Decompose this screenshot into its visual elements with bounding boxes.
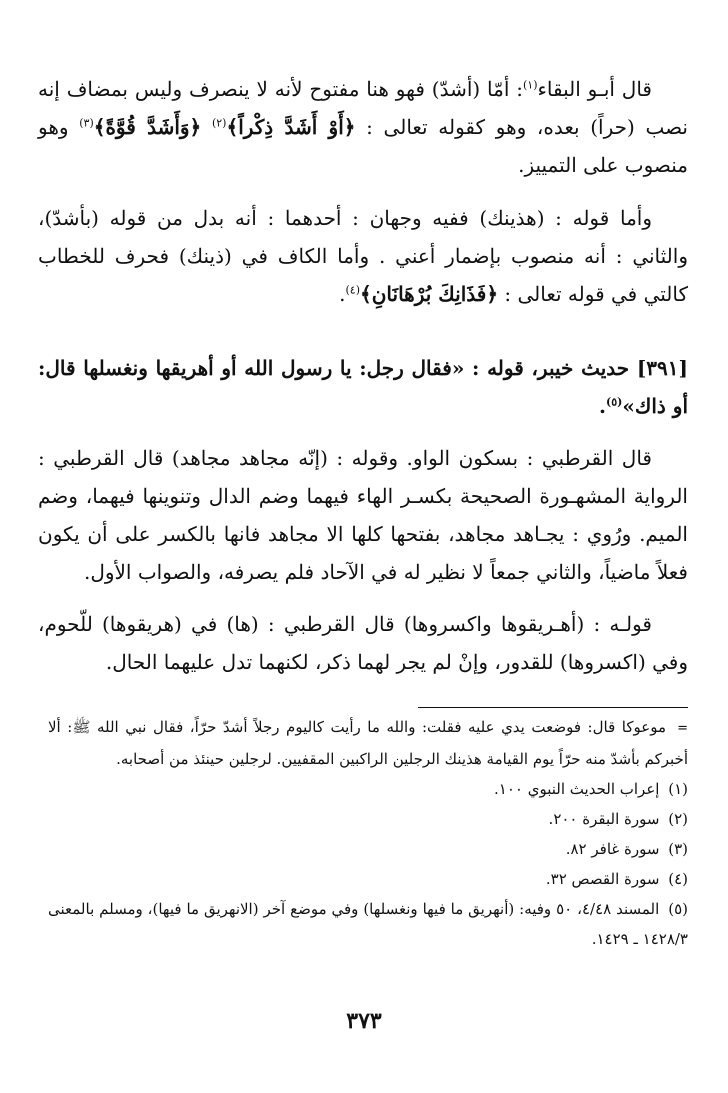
footnote-ref-5: (٥) <box>606 395 623 409</box>
footnote-text: إعراب الحديث النبوي ١٠٠. <box>494 780 660 798</box>
footnote-text: موعوكا قال: فوضعت يدي عليه فقلت: والله ما رأيت كاليوم رجلاً أشدّ حرّاً، فقال نبي الله ﷺ: ألا أخبركم بأشدّ منه حرّاً يوم القيامة هذينك الرجلين الراكبين المقفيين. لرجلين حينئذ من أصحابه. <box>48 718 688 768</box>
paragraph-text: وهو منصوب على التمييز. <box>38 115 688 177</box>
quran-verse: ﴿فَذَانِكَ بُرْهَانَانِ﴾ <box>360 282 499 306</box>
footnote-text: المسند ٤/٤٨، ٥٠ وفيه: (أنهريق ما فيها ونغسلها) وفي موضع آخر (الانهريق ما فيها)، ومسلم بالمعنى ١٤٢٨/٣ ـ ١٤٢٩. <box>48 900 688 948</box>
hadith-quote: «فقال رجل: يا رسول الله أو أهريقها ونغسلها قال: أو ذاك» <box>38 356 688 418</box>
paragraph-qurtubi <box>38 439 688 591</box>
footnote-number: (٥) <box>668 900 688 918</box>
footnote-4 <box>48 864 688 894</box>
footnote-text: سورة البقرة ٢٠٠. <box>548 810 660 828</box>
paragraph-ahriquha <box>38 605 688 681</box>
quran-verse: ﴿وَأَشَدَّ قُوَّةً﴾ <box>93 115 202 139</box>
footnote-continuation <box>48 712 688 774</box>
paragraph-abu-al-baqa <box>38 70 688 184</box>
footnote-2 <box>48 804 688 834</box>
paragraph-text: قال القرطبي : بسكون الواو. وقوله : (إنّه مجاهد مجاهد) قال القرطبي : الرواية المشهـورة الصحيحة بكسـر الهاء فيهما وضم الدال وتنوينها فيهما، وضم الميم. ورُوي : يجـاهد مجاهد، بفتحها كلها الا مجاهد فانها بالكسر على أن يكون فعلاً ماضياً، والثاني جمعاً لا نظير له في الآحاد فلم يصرفه، والصواب الأول. <box>38 446 688 584</box>
footnote-3 <box>48 834 688 864</box>
footnote-ref-3: (٣) <box>79 116 94 130</box>
quran-verse: ﴿أَوْ أَشَدَّ ذِكْراً﴾ <box>226 115 356 139</box>
footnote-ref-2: (٢) <box>211 116 227 130</box>
footnote-number: (٢) <box>668 810 688 828</box>
continuation-marker: = <box>677 721 688 736</box>
footnote-number: (٤) <box>668 870 688 888</box>
footnote-ref-4: (٤) <box>345 283 361 297</box>
footnote-ref-1: (١) <box>522 78 538 92</box>
punctuation: . <box>599 394 607 418</box>
punctuation: . <box>339 282 346 306</box>
hadith-khaybar-heading <box>38 349 688 425</box>
paragraph-text: قولـه : (أهـريقوها واكسروها) قال القرطبي : (ها) في (هريقوها) للّحوم، وفي (اكسروها) للقدور، وإنْ لم يجر لهما ذكر، لكنهما تدل عليهما الحال. <box>38 612 688 674</box>
paragraph-text: وأما قوله : (هذينك) ففيه وجهان : أحدهما : أنه بدل من قوله (بأشدّ)، والثاني : أنه منصوب بإضمار أعني . وأما الكاف في (ذينك) فحرف للخطاب كالتي في قوله تعالى : <box>38 206 688 306</box>
footnote-1 <box>48 774 688 804</box>
footnote-number: (١) <box>668 780 688 798</box>
hadith-number-and-title: [٣٩١] حديث خيبر، قوله : <box>472 356 688 380</box>
footnotes-section <box>48 712 688 954</box>
page-number: ٣٧٣ <box>346 1008 382 1034</box>
paragraph-hadhaynik <box>38 199 688 313</box>
footnote-5 <box>48 894 688 954</box>
paragraph-text: قال أبـو البقاء <box>537 77 652 101</box>
footnote-text: سورة غافر ٨٢. <box>565 840 660 858</box>
footnote-text: سورة القصص ٣٢. <box>545 870 660 888</box>
footnote-divider <box>418 707 688 708</box>
paragraph-text: : أمّا (أشدّ) فهو هنا مفتوح لأنه لا ينصرف وليس بمضاف إنه نصب (حراً) بعده، وهو كقوله تعالى : <box>38 77 689 139</box>
footnote-number: (٣) <box>668 840 688 858</box>
